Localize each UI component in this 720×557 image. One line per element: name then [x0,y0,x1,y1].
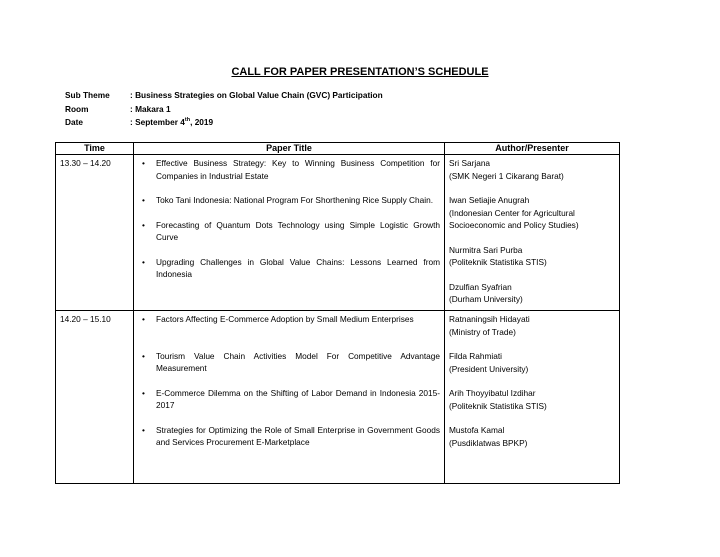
author-name: Arih Thoyyibatul Izdihar [449,388,536,398]
paper-title: Strategies for Optimizing the Role of Small Enterprise in Government Goods and Services Procurement E-Marketplace [156,424,440,447]
author-entry [449,157,615,182]
meta-label: Date [65,117,83,127]
meta-label: Sub Theme [65,90,110,100]
schedule-table [55,142,620,484]
bullet-icon: • [142,314,145,324]
meta-label: Room [65,103,89,114]
paper-title: Effective Business Strategy: Key to Winning Business Competition for Companies in Industrial Estate [156,158,440,181]
column-header-author: Author/Presenter [445,143,620,155]
author-entry [449,281,615,306]
paper-title: Factors Affecting E-Commerce Adoption by Small Medium Enterprises [156,314,414,324]
list-item [142,157,440,182]
list-item [142,313,440,326]
author-affiliation: (Ministry of Trade) [449,326,516,337]
date-text: : September 4 [130,117,185,127]
meta-row-date [65,116,383,130]
author-affiliation: (Politeknik Statistika STIS) [449,400,547,411]
column-header-time: Time [56,143,134,155]
paper-list-cell [134,155,445,311]
list-item [142,350,440,375]
paper-title: Upgrading Challenges in Global Value Chains: Lessons Learned from Indonesia [156,256,440,279]
paper-title: Toko Tani Indonesia: National Program For Shorthening Rice Supply Chain. [156,195,434,205]
session-time: 13.30 – 14.20 [56,155,134,311]
bullet-icon: • [142,195,145,205]
meta-value: : Makara 1 [130,103,171,114]
list-item [142,194,440,207]
list-item [142,219,440,244]
meta-value: : Business Strategies on Global Value Chain (GVC) Participation [130,90,383,100]
bullet-icon: • [142,350,145,361]
paper-list [138,313,440,449]
author-name: Sri Sarjana [449,158,491,168]
author-affiliation: (Indonesian Center for Agricultural Socioeconomic and Policy Studies) [449,207,579,230]
bullet-icon: • [142,387,145,398]
author-affiliation: (Politeknik Statistika STIS) [449,257,547,267]
table-header-row [56,143,620,155]
paper-title: Tourism Value Chain Activities Model For Competitive Advantage Measurement [156,350,440,373]
bullet-icon: • [142,158,145,168]
paper-list-cell [134,311,445,484]
table-row [56,311,620,484]
page-title: CALL FOR PAPER PRESENTATION’S SCHEDULE [231,66,489,78]
author-name: Nurmitra Sari Purba [449,244,523,255]
author-entry [449,387,615,412]
author-affiliation: (SMK Negeri 1 Cikarang Barat) [449,170,564,181]
author-entry [449,244,615,269]
paper-list [138,157,440,281]
author-entry [449,350,615,375]
author-entry [449,313,615,338]
author-entry [449,194,615,232]
author-name: Mustofa Kamal [449,425,505,435]
author-name: Iwan Setiajie Anugrah [449,195,530,205]
date-suffix: th [184,117,191,124]
author-entry [449,424,615,449]
meta-value-date [130,116,213,130]
author-affiliation: (Durham University) [449,294,523,304]
paper-title: Forecasting of Quantum Dots Technology using Simple Logistic Growth Curve [156,219,440,242]
bullet-icon: • [142,219,145,230]
meta-row-room [65,103,383,117]
list-item [142,387,440,412]
schedule-meta [65,89,383,130]
column-header-paper-title: Paper Title [134,143,445,155]
session-time: 14.20 – 15.10 [56,311,134,484]
bullet-icon: • [142,256,145,267]
author-name: Ratnaningsih Hidayati [449,314,530,324]
table-row [56,155,620,311]
list-item [142,256,440,281]
date-year: , 2019 [190,117,214,127]
author-name: Dzulfian Syafrian [449,281,512,292]
paper-title: E-Commerce Dilemma on the Shifting of Labor Demand in Indonesia 2015-2017 [156,387,440,410]
bullet-icon: • [142,424,145,435]
author-affiliation: (President University) [449,363,529,374]
list-item [142,424,440,449]
author-affiliation: (Pusdiklatwas BPKP) [449,437,528,448]
author-list-cell [445,155,620,311]
author-list-cell [445,311,620,484]
author-name: Filda Rahmiati [449,351,503,361]
meta-row-sub-theme [65,89,383,103]
